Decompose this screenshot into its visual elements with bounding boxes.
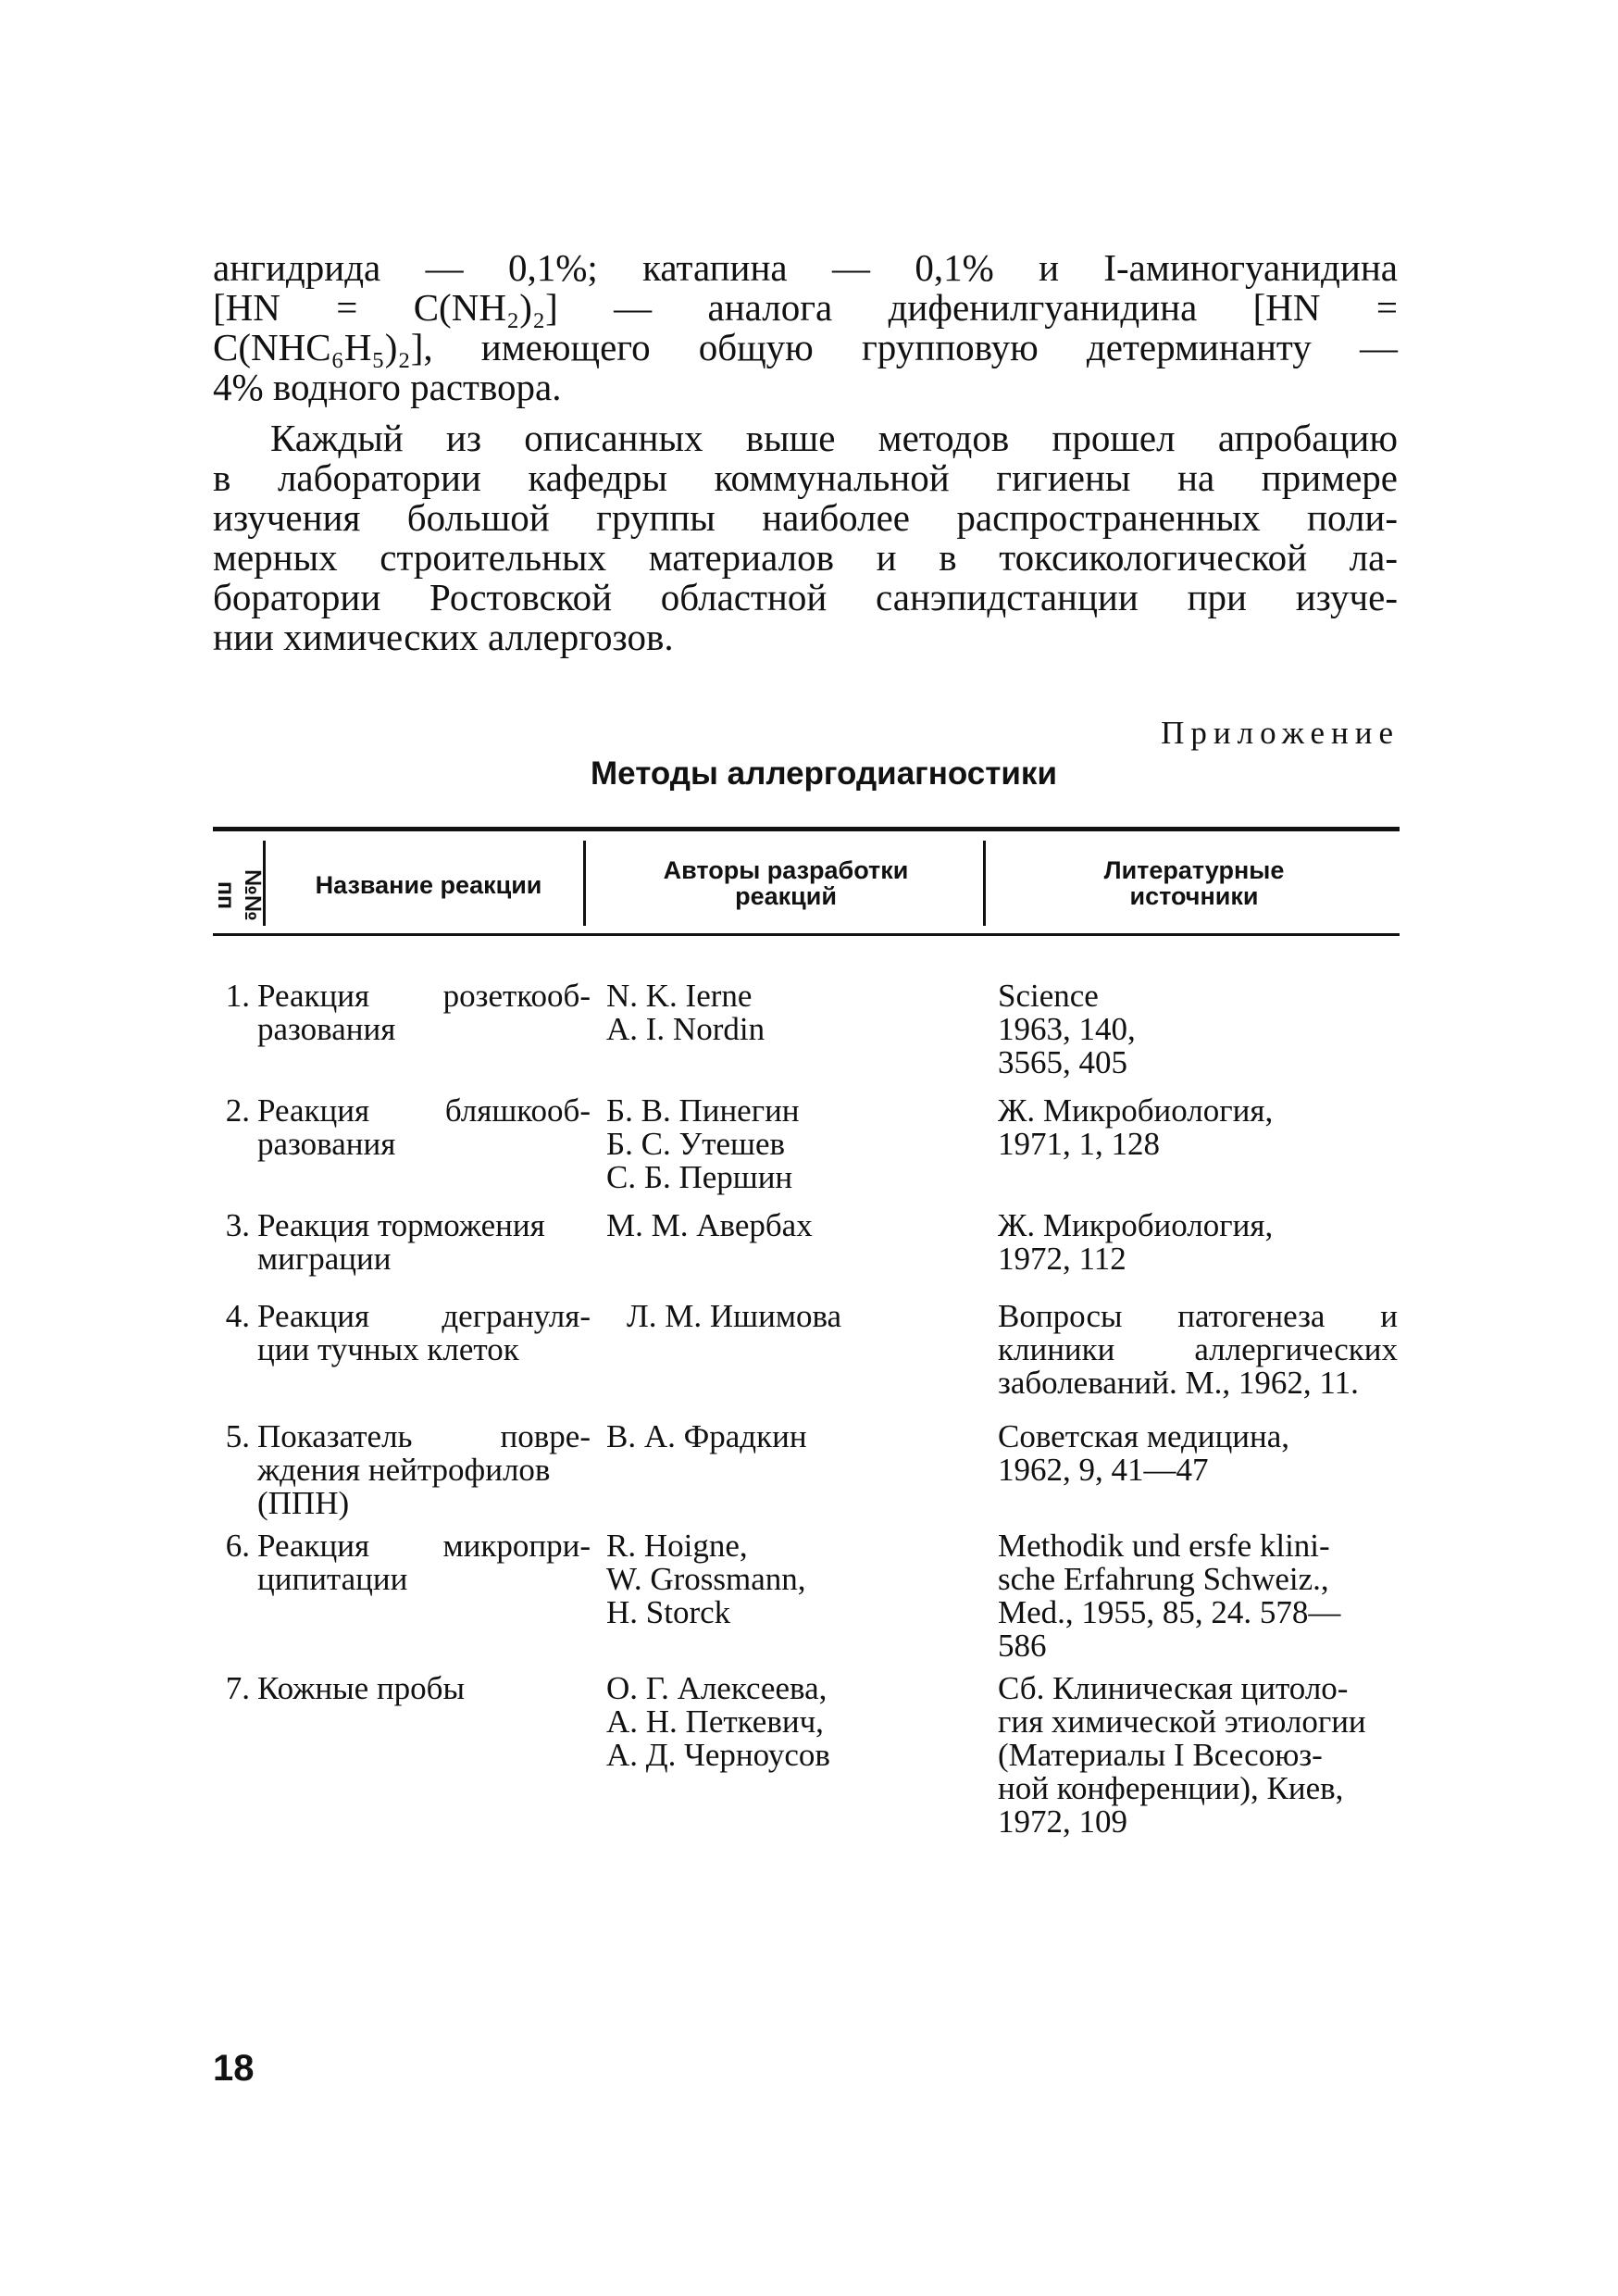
- reaction-name: Реакция розеткооб- разования: [257, 978, 591, 1047]
- header-authors: Авторы разработки реакций: [663, 856, 909, 910]
- reaction-name: Показатель повре- ждения нейтрофилов (ППН): [257, 1418, 591, 1521]
- text-line: нии химических аллергозов.: [213, 616, 674, 658]
- row-number: 7.: [225, 1670, 250, 1706]
- authors: R. Hoigne, W. Grossmann, H. Storck: [606, 1528, 806, 1630]
- table-title: Методы аллергодиагностики: [591, 755, 1057, 792]
- text-line: Каждый из описанных выше методов прошел апробацию: [270, 417, 1398, 459]
- authors: Б. В. Пинегин Б. С. Утешев С. Б. Першин: [606, 1092, 800, 1195]
- sources: Methodik und ersfe klini- sche Erfahrung Schweiz., Med., 1955, 85, 24. 578— 586: [998, 1528, 1341, 1664]
- paragraph-continuation: [213, 248, 1398, 407]
- table-header-rule: [213, 933, 1400, 936]
- reaction-name: Реакция бляшкооб- разования: [257, 1092, 591, 1162]
- authors: Л. М. Ишимова: [627, 1298, 842, 1334]
- authors: N. K. Ierne A. I. Nordin: [606, 978, 765, 1047]
- authors: О. Г. Алексеева, А. Н. Петкевич, А. Д. Черноусов: [606, 1670, 830, 1773]
- header-num: №№ пп: [213, 869, 266, 921]
- sources: Ж. Микробиология, 1971, 1, 128: [998, 1092, 1274, 1162]
- text-line: изучения большой группы наиболее распространенных поли-: [213, 496, 1398, 539]
- sources: Сб. Клиническая цитоло- гия химической этиологии (Материалы I Всесоюз- ной конференции), Киев, 1972, 109: [998, 1670, 1366, 1840]
- header-sources: Литературные источники: [1103, 856, 1285, 910]
- page-number: 18: [213, 2048, 255, 2089]
- row-number: 4.: [225, 1298, 250, 1334]
- sources: Science 1963, 140, 3565, 405: [998, 978, 1136, 1080]
- row-number: 2.: [225, 1092, 250, 1129]
- column-divider: [983, 841, 986, 926]
- row-number: 5.: [225, 1418, 250, 1454]
- header-name: Название реакции: [315, 871, 542, 899]
- row-number: 3.: [225, 1207, 250, 1243]
- text-line: мерных строительных материалов и в токсикологической ла-: [213, 536, 1398, 579]
- table-top-rule: [213, 827, 1400, 831]
- sources: Вопросы патогенеза и клиники аллергических заболеваний. М., 1962, 11.: [998, 1298, 1398, 1401]
- text-line: ангидрида — 0,1%; катапина — 0,1% и I-аминогуанидина: [213, 246, 1398, 289]
- appendix-label: Приложение: [1161, 715, 1400, 751]
- text-line: C(NHC₆H₅)₂], имеющего общую групповую детерминанту —: [213, 326, 1398, 368]
- sources: Советская медицина, 1962, 9, 41—47: [998, 1418, 1290, 1488]
- authors: М. М. Авербах: [606, 1207, 813, 1243]
- paragraph-methods-testing: [213, 418, 1398, 657]
- text-line: в лаборатории кафедры коммунальной гигиены на примере: [213, 456, 1398, 499]
- sources: Ж. Микробиология, 1972, 112: [998, 1207, 1274, 1277]
- reaction-name: Реакция торможения миграции: [257, 1207, 545, 1277]
- text-line: 4% водного раствора.: [213, 366, 562, 408]
- row-number: 6.: [225, 1528, 250, 1564]
- text-line: боратории Ростовской областной санэпидстанции при изуче-: [213, 576, 1398, 618]
- reaction-name: Реакция дегрануля- ции тучных клеток: [257, 1298, 591, 1367]
- text-line: [HN = C(NH₂)₂] — аналога дифенилгуанидина [HN =: [213, 286, 1398, 329]
- row-number: 1.: [225, 978, 250, 1014]
- reaction-name: Кожные пробы: [257, 1670, 465, 1706]
- authors: В. А. Фрадкин: [606, 1418, 807, 1454]
- column-divider: [583, 841, 586, 926]
- reaction-name: Реакция микропри- ципитации: [257, 1528, 591, 1597]
